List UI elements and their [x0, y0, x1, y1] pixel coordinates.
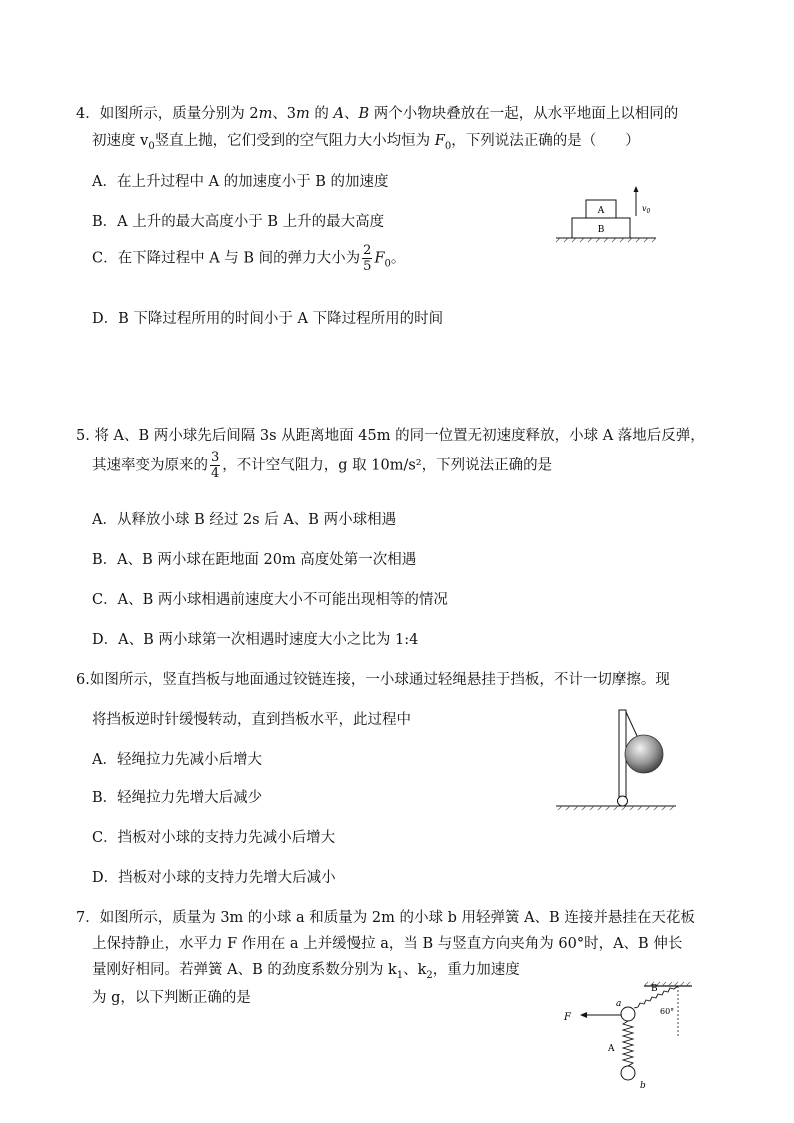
ball-a [621, 1007, 635, 1021]
rope [626, 712, 638, 738]
q4-option-c-text: C．在下降过程中 A 与 B 间的弹力大小为 [92, 250, 361, 267]
q4-v-sub: 0 [148, 140, 155, 152]
ball-a-label: a [616, 999, 622, 1009]
q6-figure [556, 704, 686, 814]
q4-f-sub: 0 [444, 140, 452, 152]
q7-k2-sub: 2 [426, 969, 433, 981]
q4-block-b: B [358, 106, 370, 122]
q5-option-b: B．A、B 两小球在距地面 20m 高度处第一次相遇 [92, 552, 417, 568]
q6-stem-line1: 6.如图所示，竖直挡板与地面通过铰链连接，一小球通过轻绳悬挂于挡板，不计一切摩擦。现 [76, 672, 670, 688]
arrow-head-icon [634, 186, 639, 192]
q4-option-c-sub: 0 [384, 258, 391, 270]
q4-stem-text-b: 、3 [272, 106, 297, 122]
q5-line2-post: ，不计空气阻力，g 取 10m/s²，下列说法正确的是 [222, 457, 553, 474]
spring-a-label: A [608, 1044, 615, 1054]
spring-a [623, 1021, 633, 1066]
q7-stem-line2: 上保持静止，水平力 F 作用在 a 上并缓慢拉 a，当 B 与竖直方向夹角为 60°时，A、B 伸长 [92, 936, 683, 952]
q4-option-a: A．在上升过程中 A 的加速度小于 B 的加速度 [92, 174, 389, 190]
q4-stem-text-d: 两个小物块叠放在一起，从水平地面上以相同的 [369, 106, 679, 122]
hinge-icon [618, 796, 628, 806]
q4-fraction-den: 5 [363, 259, 372, 274]
angle-label: 60° [660, 1007, 675, 1016]
q4-mass-m2: m [296, 106, 310, 122]
q6-option-b: B．轻绳拉力先增大后减少 [92, 790, 263, 806]
arrow-head-icon [580, 1012, 587, 1018]
q4-stem-text-c: 的 [309, 106, 334, 122]
ground-hatch [558, 806, 674, 810]
q5-line2-pre: 其速率变为原来的 [92, 457, 208, 474]
q4-f: F [434, 133, 445, 149]
q7-stem-line1: 7．如图所示，质量为 3m 的小球 a 和质量为 2m 的小球 b 用轻弹簧 A、B 连接并悬挂在天花板 [76, 910, 695, 926]
ball [625, 735, 663, 773]
q4-option-c-end: 。 [390, 250, 406, 267]
q7-line3-mid: 、k [403, 962, 427, 978]
q7-stem-line3 [92, 958, 520, 981]
q4-fraction [362, 243, 372, 274]
q4-stem-line1 [76, 102, 678, 123]
q4-option-d: D．B 下降过程所用的时间小于 A 下降过程所用的时间 [92, 311, 444, 327]
spring-b-label: B [651, 984, 658, 994]
block-b-label: B [597, 225, 605, 235]
velocity-label: $v_0$ [642, 204, 651, 215]
q4-line2-b: 竖直上抛，它们受到的空气阻力大小均恒为 [154, 133, 435, 149]
ball-b [621, 1066, 635, 1080]
q5-stem-line2 [92, 450, 552, 481]
q5-option-d: D．A、B 两小球第一次相遇时速度大小之比为 1:4 [92, 632, 419, 648]
force-label: F [564, 1012, 571, 1023]
ground-hatch [556, 238, 656, 242]
q4-stem-text: 4．如图所示，质量分别为 2 [76, 106, 259, 122]
q5-stem-line1: 5. 将 A、B 两小球先后间隔 3s 从距离地面 45m 的同一位置无初速度释放，小球 A 落地后反弹， [76, 428, 705, 444]
q7-k1-sub: 1 [396, 969, 404, 981]
q4-option-c [92, 243, 405, 274]
q5-fraction-num: 3 [211, 450, 220, 465]
q4-stem-line2 [92, 129, 640, 152]
q7-line3-text: 量刚好相同。若弹簧 A、B 的劲度系数分别为 k [92, 962, 397, 978]
q5-option-a: A．从释放小球 B 经过 2s 后 A、B 两小球相遇 [92, 512, 397, 528]
q7-figure [560, 980, 700, 1092]
q5-option-c: C．A、B 两小球相遇前速度大小不可能出现相等的情况 [92, 592, 448, 608]
q4-line2-a: 初速度 v [92, 133, 149, 149]
q4-mass-m1: m [258, 106, 273, 122]
q6-option-c: C．挡板对小球的支持力先减小后增大 [92, 830, 336, 846]
q5-fraction-den: 4 [211, 466, 220, 481]
block-a-label: A [597, 206, 605, 216]
q6-option-d: D．挡板对小球的支持力先增大后减小 [92, 870, 336, 886]
q4-option-c-f: F [374, 250, 385, 267]
q7-line3-end: ，重力加速度 [432, 962, 520, 978]
q4-fraction-num: 2 [363, 243, 372, 258]
q6-option-a: A．轻绳拉力先减小后增大 [92, 752, 262, 768]
q4-block-a: A [333, 106, 344, 122]
q4-sep: 、 [344, 106, 359, 122]
q4-option-b: B．A 上升的最大高度小于 B 上升的最大高度 [92, 214, 385, 230]
q6-stem-line2: 将挡板逆时针缓慢转动，直到挡板水平，此过程中 [92, 712, 411, 728]
q5-fraction [210, 450, 220, 481]
ball-b-label: b [640, 1081, 646, 1091]
q4-line2-c: ，下列说法正确的是（ ） [451, 133, 640, 149]
q4-figure [556, 186, 666, 246]
q7-stem-line4: 为 g，以下判断正确的是 [92, 990, 251, 1006]
